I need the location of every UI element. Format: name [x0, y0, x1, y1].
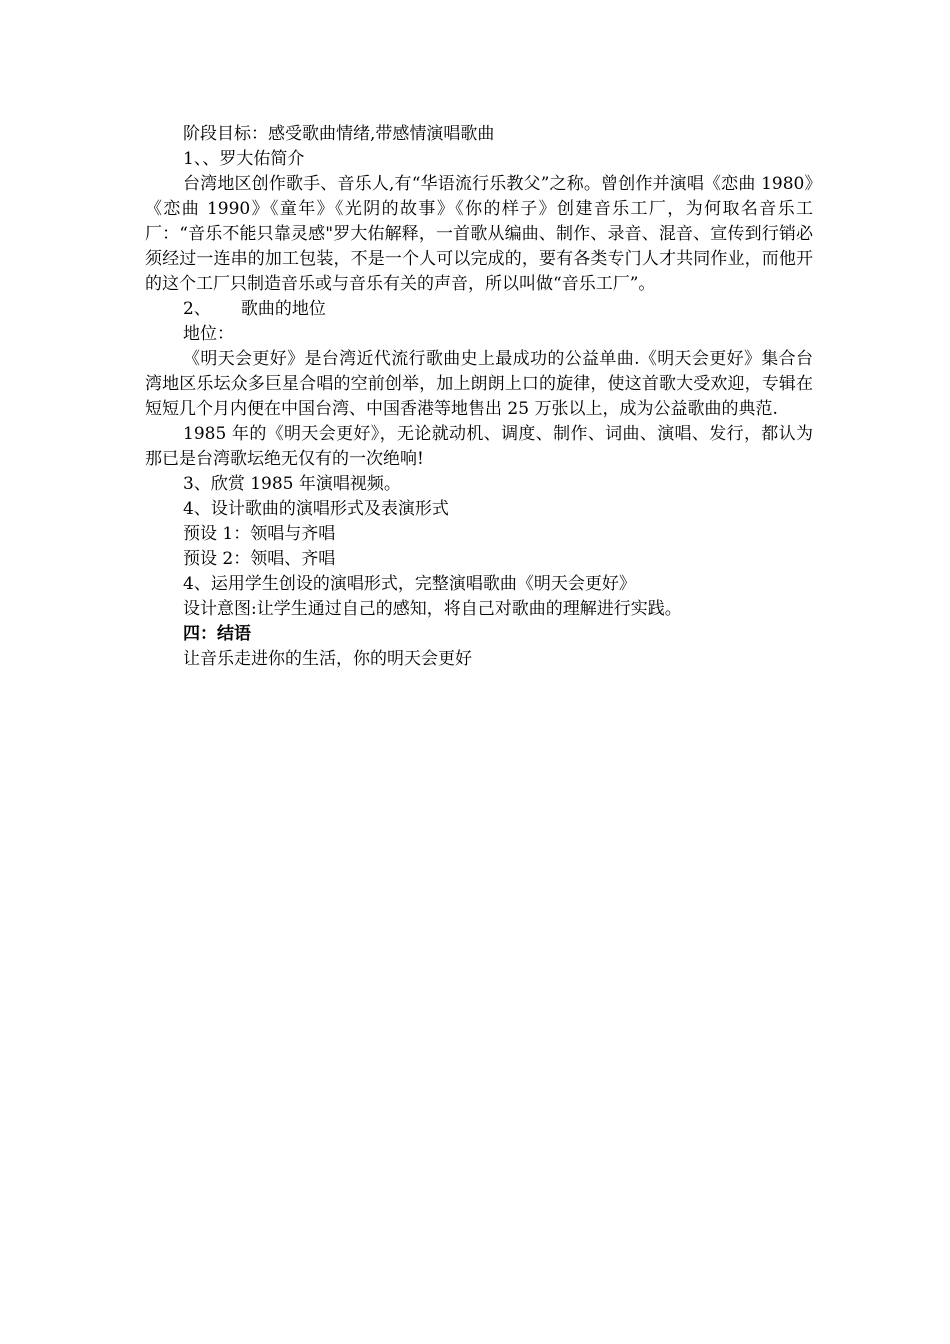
item2-heading [145, 297, 813, 322]
item1-title: 1、、罗大佑简介 [183, 149, 305, 169]
item4: 4、设计歌曲的演唱形式及表演形式 [183, 499, 449, 519]
status-label: 地位： [183, 324, 234, 344]
preset2: 预设 2：领唱、齐唱 [183, 549, 336, 569]
status-body: 《明天会更好》是台湾近代流行歌曲史上最成功的公益单曲.《明天会更好》集合台湾地区乐坛众多巨星合唱的空前创举，加上朗朗上口的旋律，使这首歌大受欢迎，专辑在短短几个月内便在中国台湾、中国香港等地售出 25 万张以上，成为公益歌曲的典范. [145, 349, 813, 419]
item2-number: 2、 [183, 299, 211, 319]
preset1: 预设 1：领唱与齐唱 [183, 524, 336, 544]
item2-title: 歌曲的地位 [240, 299, 326, 319]
document-body [145, 122, 813, 672]
closing-line: 让音乐走进你的生活，你的明天会更好 [183, 649, 472, 669]
item4b: 4、运用学生创设的演唱形式，完整演唱歌曲《明天会更好》 [183, 574, 636, 594]
year-body: 1985 年的《明天会更好》，无论就动机、调度、制作、词曲、演唱、发行，都认为那已是台湾歌坛绝无仅有的一次绝响! [145, 424, 813, 469]
item3: 3、欣赏 1985 年演唱视频。 [183, 474, 401, 494]
design-intent: 设计意图:让学生通过自己的感知，将自己对歌曲的理解进行实践。 [183, 599, 682, 619]
stage-goal: 阶段目标：感受歌曲情绪,带感情演唱歌曲 [183, 124, 495, 144]
item1-body: 台湾地区创作歌手、音乐人,有“华语流行乐教父”之称。曾创作并演唱《恋曲 1980》《恋曲 1990》《童年》《光阴的故事》《你的样子》创建音乐工厂，为何取名音乐工厂：“音乐不能只靠灵感"罗大佑解释，一首歌从编曲、制作、录音、混音、宣传到行销必须经过一连串的加工包装，不是一个人可以完成的，要有各类专门人才共同作业，而他开的这个工厂只制造音乐或与音乐有关的声音，所以叫做“音乐工厂”。 [145, 174, 813, 294]
section4-title: 四：结语 [183, 624, 251, 644]
